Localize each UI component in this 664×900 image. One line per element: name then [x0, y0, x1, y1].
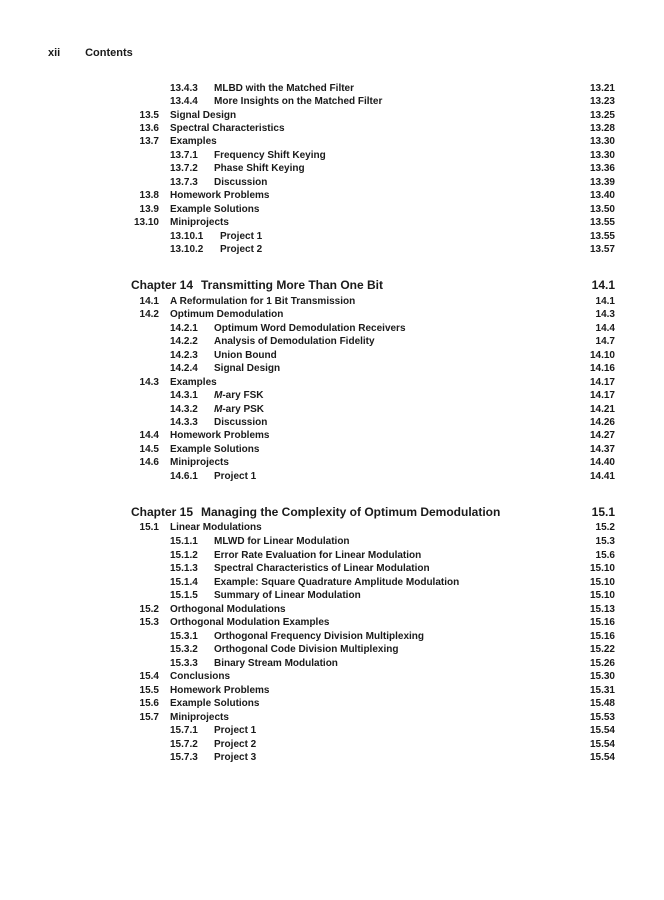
page-number: 13.36 [589, 163, 615, 174]
entry-number: 15.7.2 [170, 739, 198, 750]
chapter-label: Chapter 14 [131, 278, 194, 292]
toc-subsection-entry [0, 657, 664, 670]
chapter-label: Chapter 15 [131, 505, 194, 519]
toc-subsection-entry [0, 176, 664, 189]
entry-title-rest: -ary PSK [222, 404, 265, 415]
entry-title: Project 1 [214, 471, 257, 482]
page-number: 14.10 [589, 350, 615, 361]
running-head-label: Contents [85, 47, 133, 59]
entry-number: 14.5 [139, 444, 159, 455]
entry-number: 14.6.1 [170, 471, 198, 482]
page-number: 15.16 [589, 631, 615, 642]
toc-subsection-entry [0, 630, 664, 643]
entry-number: 15.1.3 [170, 563, 198, 574]
toc-section-entry [0, 203, 664, 216]
entry-title: Signal Design [170, 110, 237, 121]
page-number: 15.54 [589, 752, 615, 763]
entry-title: Optimum Word Demodulation Receivers [214, 323, 406, 334]
entry-title [214, 403, 264, 416]
page-number: 14.7 [595, 336, 615, 347]
page-number: 13.40 [589, 190, 615, 201]
entry-number: 15.7 [139, 712, 159, 723]
page-number: 14.4 [595, 323, 615, 334]
entry-number: 15.5 [139, 685, 159, 696]
toc-subsection-entry [0, 535, 664, 548]
entry-number: 13.7.1 [170, 150, 198, 161]
entry-number: 15.3.2 [170, 644, 198, 655]
entry-title: Discussion [214, 177, 268, 188]
toc-section-entry [0, 216, 664, 229]
page-number: 14.17 [589, 390, 615, 401]
entry-title: Project 2 [220, 244, 263, 255]
entry-number: 14.3 [139, 377, 159, 388]
page-number: 13.23 [589, 96, 615, 107]
page-number: 15.16 [589, 617, 615, 628]
toc-subsection-entry [0, 243, 664, 256]
toc-subsection-entry [0, 82, 664, 95]
entry-title: Phase Shift Keying [214, 163, 305, 174]
entry-number: 13.4.4 [170, 96, 198, 107]
entry-title: Frequency Shift Keying [214, 150, 326, 161]
page-number: 15.10 [589, 590, 615, 601]
toc-subsection-entry [0, 403, 664, 416]
entry-number: 15.6 [139, 698, 159, 709]
entry-title: Homework Problems [170, 685, 270, 696]
entry-title: Orthogonal Modulations [170, 604, 286, 615]
page-number: 15.30 [589, 671, 615, 682]
page-number: 14.3 [595, 309, 615, 320]
page-number: 13.28 [589, 123, 615, 134]
entry-title: Project 2 [214, 739, 257, 750]
toc-subsection-entry [0, 335, 664, 348]
entry-number: 14.2.4 [170, 363, 198, 374]
page-number: 15.54 [589, 725, 615, 736]
entry-number: 15.1.1 [170, 536, 198, 547]
entry-number: 15.7.3 [170, 752, 198, 763]
entry-title: Discussion [214, 417, 268, 428]
entry-title: Binary Stream Modulation [214, 658, 338, 669]
page-number: 13.57 [589, 244, 615, 255]
entry-title: Signal Design [214, 363, 281, 374]
entry-number: 15.7.1 [170, 725, 198, 736]
toc-subsection-entry [0, 349, 664, 362]
entry-number: 15.1 [139, 522, 159, 533]
entry-title: Example Solutions [170, 204, 260, 215]
page-number: 15.22 [589, 644, 615, 655]
page-number: 15.48 [589, 698, 615, 709]
page-number: 15.31 [589, 685, 615, 696]
toc-section-entry [0, 109, 664, 122]
toc-section-entry [0, 456, 664, 469]
page-number: 14.40 [589, 457, 615, 468]
toc-subsection-entry [0, 751, 664, 764]
page-number: 15.3 [595, 536, 615, 547]
entry-number: 14.4 [139, 430, 159, 441]
entry-number: 13.8 [139, 190, 159, 201]
page-number: 13.50 [589, 204, 615, 215]
page-number: 14.37 [589, 444, 615, 455]
entry-title: Conclusions [170, 671, 231, 682]
entry-number: 15.1.5 [170, 590, 198, 601]
entry-number: 15.1.2 [170, 550, 198, 561]
entry-number: 14.3.1 [170, 390, 198, 401]
entry-title: Union Bound [214, 350, 277, 361]
entry-title: Project 1 [214, 725, 257, 736]
page-number: 14.16 [589, 363, 615, 374]
toc-subsection-entry [0, 589, 664, 602]
entry-title: Spectral Characteristics [170, 123, 285, 134]
entry-number: 15.3.3 [170, 658, 198, 669]
entry-number: 14.2 [139, 309, 159, 320]
entry-title: Examples [170, 136, 217, 147]
toc-subsection-entry [0, 416, 664, 429]
toc-section-entry [0, 521, 664, 534]
entry-title: Optimum Demodulation [170, 309, 284, 320]
page-number: 13.25 [589, 110, 615, 121]
entry-number: 15.2 [139, 604, 159, 615]
page-number: 15.6 [595, 550, 615, 561]
entry-number: 15.3.1 [170, 631, 198, 642]
toc-subsection-entry [0, 470, 664, 483]
toc-subsection-entry [0, 389, 664, 402]
entry-title: Miniprojects [170, 457, 229, 468]
toc-section-entry [0, 308, 664, 321]
entry-title: Project 3 [214, 752, 257, 763]
toc-chapter-entry [0, 504, 664, 520]
page-number: 14.21 [589, 404, 615, 415]
page-number: 14.27 [589, 430, 615, 441]
entry-title: Spectral Characteristics of Linear Modulation [214, 563, 430, 574]
page-number: 15.53 [589, 712, 615, 723]
entry-title: Example: Square Quadrature Amplitude Modulation [214, 577, 460, 588]
toc-subsection-entry [0, 322, 664, 335]
toc-section-entry [0, 376, 664, 389]
entry-title: Miniprojects [170, 712, 229, 723]
page-number: 14.1 [591, 278, 615, 292]
entry-title: A Reformulation for 1 Bit Transmission [170, 296, 356, 307]
entry-title: Example Solutions [170, 444, 260, 455]
page-number: 13.55 [589, 231, 615, 242]
page-number: 13.39 [589, 177, 615, 188]
page-number: 15.1 [591, 505, 615, 519]
entry-number: 14.3.2 [170, 404, 198, 415]
page-number: 15.10 [589, 577, 615, 588]
entry-title-rest: -ary FSK [222, 390, 264, 401]
toc-chapter-entry [0, 277, 664, 293]
entry-number: 13.9 [139, 204, 159, 215]
entry-title: Homework Problems [170, 430, 270, 441]
toc-subsection-entry [0, 362, 664, 375]
entry-title: Homework Problems [170, 190, 270, 201]
entry-number: 13.7.2 [170, 163, 198, 174]
entry-title: Orthogonal Modulation Examples [170, 617, 330, 628]
page-number: 15.13 [589, 604, 615, 615]
toc-section-entry [0, 711, 664, 724]
toc-section-entry [0, 443, 664, 456]
entry-number: 14.2.3 [170, 350, 198, 361]
page-number: 14.26 [589, 417, 615, 428]
chapter-title: Managing the Complexity of Optimum Demodulation [201, 505, 501, 519]
toc-subsection-entry [0, 724, 664, 737]
entry-title: MLBD with the Matched Filter [214, 83, 354, 94]
page-number: 14.1 [595, 296, 615, 307]
entry-title-italic: M [214, 404, 223, 415]
page-number: 15.2 [595, 522, 615, 533]
entry-number: 15.1.4 [170, 577, 198, 588]
entry-title: Orthogonal Frequency Division Multiplexing [214, 631, 425, 642]
toc-subsection-entry [0, 576, 664, 589]
toc-section-entry [0, 670, 664, 683]
entry-number: 14.6 [139, 457, 159, 468]
page-number: 14.17 [589, 377, 615, 388]
entry-number: 13.7 [139, 136, 159, 147]
entry-number: 13.6 [139, 123, 159, 134]
entry-title-italic: M [214, 390, 223, 401]
toc-section-entry [0, 189, 664, 202]
toc-section-entry [0, 295, 664, 308]
entry-title: Project 1 [220, 231, 263, 242]
entry-number: 14.3.3 [170, 417, 198, 428]
page-number: 13.30 [589, 150, 615, 161]
entry-title: Examples [170, 377, 217, 388]
page-number: 15.26 [589, 658, 615, 669]
entry-title: More Insights on the Matched Filter [214, 96, 383, 107]
chapter-title: Transmitting More Than One Bit [201, 278, 384, 292]
toc-section-entry [0, 684, 664, 697]
entry-number: 14.2.1 [170, 323, 198, 334]
page-number: 13.55 [589, 217, 615, 228]
entry-number: 13.7.3 [170, 177, 198, 188]
entry-number: 13.10 [133, 217, 159, 228]
page-number: 13.21 [589, 83, 615, 94]
toc-section-entry [0, 603, 664, 616]
page-number: 15.10 [589, 563, 615, 574]
entry-number: 13.4.3 [170, 83, 198, 94]
entry-title: Orthogonal Code Division Multiplexing [214, 644, 399, 655]
entry-title [214, 389, 263, 402]
page-number: 15.54 [589, 739, 615, 750]
page-number: 14.41 [589, 471, 615, 482]
page-number: 13.30 [589, 136, 615, 147]
toc-section-entry [0, 135, 664, 148]
entry-title: Summary of Linear Modulation [214, 590, 361, 601]
entry-number: 13.10.1 [170, 231, 204, 242]
toc-section-entry [0, 616, 664, 629]
entry-number: 14.2.2 [170, 336, 198, 347]
entry-number: 13.10.2 [170, 244, 204, 255]
entry-number: 14.1 [139, 296, 159, 307]
toc-subsection-entry [0, 162, 664, 175]
toc-section-entry [0, 697, 664, 710]
entry-title: Analysis of Demodulation Fidelity [214, 336, 375, 347]
toc-subsection-entry [0, 549, 664, 562]
page-folio: xii [48, 47, 61, 59]
toc-subsection-entry [0, 230, 664, 243]
toc-subsection-entry [0, 562, 664, 575]
entry-title: MLWD for Linear Modulation [214, 536, 350, 547]
toc-subsection-entry [0, 95, 664, 108]
toc-subsection-entry [0, 643, 664, 656]
toc-subsection-entry [0, 149, 664, 162]
entry-number: 13.5 [139, 110, 159, 121]
toc-section-entry [0, 429, 664, 442]
entry-title: Miniprojects [170, 217, 229, 228]
entry-number: 15.3 [139, 617, 159, 628]
toc-section-entry [0, 122, 664, 135]
entry-number: 15.4 [139, 671, 159, 682]
entry-title: Example Solutions [170, 698, 260, 709]
entry-title: Error Rate Evaluation for Linear Modulation [214, 550, 422, 561]
toc-subsection-entry [0, 738, 664, 751]
entry-title: Linear Modulations [170, 522, 262, 533]
